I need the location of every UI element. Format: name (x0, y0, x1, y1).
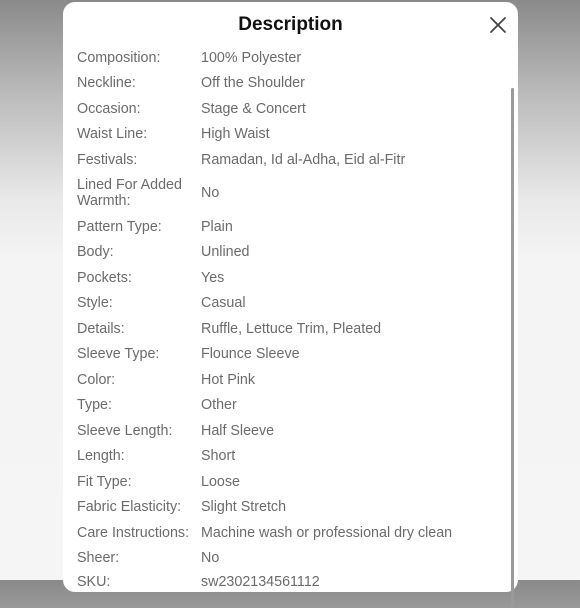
close-icon (487, 14, 509, 36)
attribute-label: Care Instructions: (77, 524, 190, 541)
partial-row-clip (77, 571, 507, 590)
scrollbar[interactable] (511, 88, 514, 608)
attribute-label: Composition: (77, 49, 161, 66)
attribute-row-length (77, 444, 507, 470)
attribute-value: Off the Shoulder (201, 75, 305, 92)
attribute-label: Style: (77, 295, 113, 312)
attribute-row-color (77, 367, 507, 393)
attribute-value: Hot Pink (201, 371, 256, 388)
attribute-label: Details: (77, 320, 125, 337)
attribute-row-lined-for-added-warmth (77, 173, 507, 215)
attribute-label: Lined For Added Warmth: (77, 177, 182, 210)
attribute-row-festivals (77, 147, 507, 173)
attribute-value: Unlined (201, 244, 250, 261)
attribute-row-care-instructions (77, 520, 507, 546)
attribute-row-sku (77, 571, 507, 600)
attribute-value: Other (201, 397, 237, 414)
attribute-label: Color: (77, 371, 116, 388)
attribute-row-neckline (77, 71, 507, 97)
attribute-value: Short (201, 448, 236, 465)
attribute-row-fabric-elasticity (77, 495, 507, 521)
attribute-label: SKU: (77, 574, 111, 590)
attribute-label: Pockets: (77, 269, 132, 286)
attribute-row-sleeve-type (77, 342, 507, 368)
attribute-row-sheer (77, 546, 507, 572)
attribute-value: Ruffle, Lettuce Trim, Pleated (201, 320, 382, 337)
attribute-row-type (77, 393, 507, 419)
attribute-value: Stage & Concert (201, 100, 306, 117)
attribute-row-occasion (77, 96, 507, 122)
attribute-row-fit-type (77, 469, 507, 495)
attribute-label: Occasion: (77, 100, 141, 117)
attribute-value: Ramadan, Id al-Adha, Eid al-Fitr (201, 151, 406, 168)
attribute-label: Body: (77, 244, 114, 261)
attribute-value: Casual (201, 295, 246, 312)
attribute-label: Neckline: (77, 75, 136, 92)
attribute-row-style (77, 291, 507, 317)
attribute-value: Machine wash or professional dry clean (201, 524, 453, 541)
attribute-value: Half Sleeve (201, 422, 275, 439)
attribute-row-body (77, 240, 507, 266)
attribute-label: Festivals: (77, 151, 138, 168)
attribute-row-sleeve-length (77, 418, 507, 444)
attribute-value: No (201, 550, 220, 567)
attribute-label: Fabric Elasticity: (77, 499, 182, 516)
attribute-value: Loose (201, 473, 240, 490)
attribute-label: Sleeve Type: (77, 346, 160, 363)
attribute-value: High Waist (201, 126, 270, 143)
attribute-value: Yes (201, 269, 225, 286)
attribute-row-pockets (77, 265, 507, 291)
attribute-value: No (201, 185, 220, 202)
attribute-label: Waist Line: (77, 126, 148, 143)
attribute-row-details (77, 316, 507, 342)
attribute-list (77, 45, 507, 590)
attribute-label: Type: (77, 397, 112, 414)
attribute-value: Flounce Sleeve (201, 346, 300, 363)
attribute-value: 100% Polyester (201, 49, 302, 66)
attribute-row-waist-line (77, 122, 507, 148)
attribute-label: Sheer: (77, 550, 120, 567)
attribute-row-composition (77, 45, 507, 71)
attribute-label: Length: (77, 448, 125, 465)
attribute-value: sw2302134561112 (201, 574, 320, 590)
attribute-label: Pattern Type: (77, 218, 162, 235)
attribute-value: Plain (201, 218, 233, 235)
sheet-title: Description (238, 14, 343, 35)
description-sheet (63, 2, 518, 592)
attribute-row-pattern-type (77, 214, 507, 240)
attribute-label: Sleeve Length: (77, 422, 173, 439)
attribute-label: Fit Type: (77, 473, 132, 490)
close-button[interactable] (487, 14, 509, 36)
attribute-value: Slight Stretch (201, 499, 287, 516)
